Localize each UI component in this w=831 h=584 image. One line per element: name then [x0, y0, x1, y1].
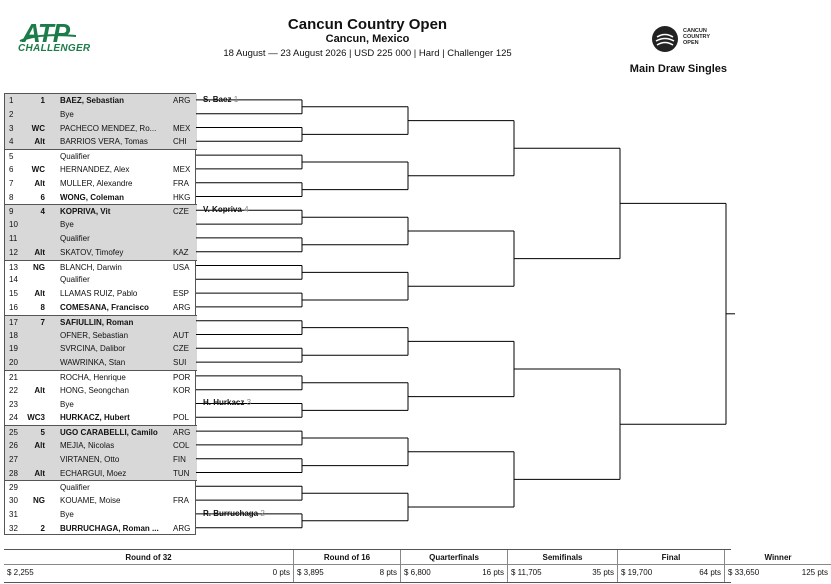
player-name: Qualifier — [60, 483, 90, 493]
seed-entry-tag: 4 — [40, 207, 45, 217]
seed-entry-tag: Alt — [34, 247, 45, 257]
seed-entry-tag: 1 — [40, 96, 45, 105]
seed-entry-tag: 8 — [40, 303, 45, 312]
draw-position: 31 — [9, 510, 18, 519]
draw-row — [5, 370, 197, 384]
draw-row — [5, 246, 197, 260]
seed-entry-tag: Alt — [34, 137, 45, 147]
draw-position: 2 — [9, 109, 14, 119]
draw-row — [5, 135, 197, 149]
draw-position: 21 — [9, 373, 18, 382]
player-name: Qualifier — [60, 275, 90, 285]
player-name: WAWRINKA, Stan — [60, 358, 126, 368]
draw-row — [5, 508, 197, 522]
advancing-player-seed: 4 — [244, 205, 249, 215]
prize-divider — [618, 564, 724, 565]
draw-position: 16 — [9, 303, 18, 312]
player-name: HERNANDEZ, Alex — [60, 165, 130, 174]
player-name: Bye — [60, 220, 74, 230]
advancing-player-name: H. Hurkacz — [203, 398, 245, 408]
draw-position: 7 — [9, 178, 14, 188]
draw-row — [5, 94, 197, 108]
player-name: ECHARGUI, Moez — [60, 468, 127, 478]
prize-column — [400, 550, 507, 582]
prize-divider — [725, 564, 831, 565]
ranking-points: 125 pts — [801, 568, 828, 577]
player-name: Qualifier — [60, 152, 90, 162]
seed-entry-tag: WC — [31, 165, 45, 174]
player-name: UGO CARABELLI, Camilo — [60, 428, 158, 438]
player-country: USA — [173, 262, 190, 272]
tournament-logo-icon — [652, 26, 678, 52]
draw-row — [5, 522, 197, 536]
draw-row — [5, 204, 197, 218]
player-name: SKATOV, Timofey — [60, 247, 124, 257]
draw-position: 14 — [9, 275, 18, 285]
player-country: MEX — [173, 123, 191, 133]
seed-entry-tag: Alt — [34, 441, 45, 450]
prize-money: $ 6,800 — [404, 568, 431, 577]
round-name: Semifinals — [542, 553, 583, 562]
draw-position: 12 — [9, 247, 18, 257]
tournament-location: Cancun, Mexico — [325, 33, 410, 45]
tournament-logo-text: CANCUN COUNTRY OPEN — [683, 28, 710, 46]
draw-position: 24 — [9, 413, 18, 423]
draw-position: 23 — [9, 399, 18, 409]
draw-row — [5, 480, 197, 494]
player-name: OFNER, Sebastian — [60, 330, 129, 340]
advancing-player — [203, 95, 238, 104]
player-country: CZE — [173, 207, 189, 217]
draw-position: 28 — [9, 468, 18, 478]
draw-position: 15 — [9, 289, 18, 299]
draw-row — [5, 108, 197, 122]
player-country: KAZ — [173, 247, 189, 257]
draw-position: 1 — [9, 96, 14, 105]
draw-row — [5, 494, 197, 508]
round-name: Round of 16 — [323, 553, 371, 562]
draw-row — [5, 411, 197, 425]
player-country: MEX — [173, 165, 191, 174]
player-country: TUN — [173, 468, 190, 478]
draw-name: Main Draw Singles — [629, 63, 727, 75]
draw-position: 19 — [9, 344, 18, 354]
draw-position: 8 — [9, 192, 14, 202]
seed-entry-tag: 2 — [40, 523, 45, 533]
draw-position: 26 — [9, 441, 18, 450]
player-country: COL — [173, 441, 190, 450]
advancing-player-seed: 2 — [260, 508, 265, 518]
player-country: SUI — [173, 358, 187, 368]
prize-divider — [4, 564, 293, 565]
player-name: MULLER, Alexandre — [60, 178, 133, 188]
prize-column — [507, 550, 617, 582]
seed-entry-tag: 5 — [40, 428, 45, 438]
seed-entry-tag: Alt — [34, 289, 45, 299]
prize-column — [4, 550, 293, 582]
player-name: SVRCINA, Dalibor — [60, 344, 126, 354]
ranking-points: 16 pts — [482, 568, 504, 577]
player-country: ARG — [173, 523, 191, 533]
player-name: HURKACZ, Hubert — [60, 413, 130, 423]
draw-position: 6 — [9, 165, 14, 174]
draw-position: 5 — [9, 152, 14, 162]
draw-row — [5, 467, 197, 481]
player-country: FRA — [173, 496, 189, 506]
draw-position: 30 — [9, 496, 18, 506]
draw-row — [5, 273, 197, 287]
prize-column — [293, 550, 400, 582]
player-country: ARG — [173, 428, 191, 438]
player-name: BAEZ, Sebastian — [60, 96, 125, 105]
round-name: Quarterfinals — [429, 553, 479, 562]
seed-entry-tag: Alt — [34, 468, 45, 478]
prize-column — [724, 550, 831, 582]
player-name: SAFIULLIN, Roman — [60, 317, 134, 327]
draw-row — [5, 453, 197, 467]
player-country: CHI — [173, 137, 187, 147]
advancing-player-seed: 3 — [246, 398, 252, 408]
advancing-player-name: S. Baez — [203, 94, 232, 104]
player-name: LLAMAS RUIZ, Pablo — [60, 289, 138, 299]
player-country: KOR — [173, 385, 191, 395]
player-name: COMESANA, Francisco — [60, 303, 149, 312]
player-name: BLANCH, Darwin — [60, 262, 122, 272]
player-name: WONG, Coleman — [60, 192, 125, 202]
round-name: Final — [661, 553, 681, 562]
player-name: PACHECO MENDEZ, Ro... — [60, 123, 157, 133]
player-name: ROCHA, Henrique — [60, 373, 126, 382]
seed-entry-tag: Alt — [34, 385, 45, 395]
advancing-player-seed: 1 — [233, 94, 239, 104]
draw-position: 10 — [9, 220, 18, 230]
seed-entry-tag: 7 — [40, 317, 45, 327]
draw-position: 22 — [9, 385, 18, 395]
player-name: HONG, Seongchan — [60, 385, 129, 395]
prize-divider — [401, 564, 507, 565]
advancing-player — [203, 205, 249, 214]
draw-position: 4 — [9, 137, 14, 147]
draw-position: 18 — [9, 330, 18, 340]
challenger-logo-text: CHALLENGER — [18, 43, 91, 54]
player-country: FIN — [173, 454, 186, 464]
player-name: KOPRIVA, Vit — [60, 207, 111, 217]
advancing-player-name: R. Burruchaga — [203, 508, 259, 518]
round-name: Winner — [764, 553, 792, 562]
draw-row — [5, 329, 197, 343]
draw-row — [5, 149, 197, 163]
draw-position: 9 — [9, 207, 14, 217]
seed-entry-tag: Alt — [34, 178, 45, 188]
draw-row — [5, 398, 197, 412]
player-name: Qualifier — [60, 234, 90, 243]
draw-position: 13 — [9, 262, 18, 272]
atp-logo: ATP — [22, 18, 70, 48]
player-name: VIRTANEN, Otto — [60, 454, 120, 464]
prize-money: $ 19,700 — [621, 568, 653, 577]
prize-money: $ 2,255 — [7, 568, 34, 577]
draw-row — [5, 163, 197, 177]
prize-money: $ 11,705 — [511, 568, 542, 577]
prize-money-table — [4, 549, 828, 583]
player-name: Bye — [60, 109, 74, 119]
ranking-points: 0 pts — [272, 568, 290, 577]
prize-divider — [508, 564, 617, 565]
draw-row — [5, 439, 197, 453]
round-name: Round of 32 — [125, 553, 172, 562]
draw-position: 3 — [9, 123, 14, 133]
prize-money: $ 3,895 — [297, 568, 324, 577]
seed-entry-tag: NG — [33, 262, 45, 272]
advancing-player — [203, 509, 265, 518]
draw-row — [5, 356, 197, 370]
prize-money: $ 33,650 — [728, 568, 760, 577]
prize-column — [617, 550, 724, 582]
draw-position: 32 — [9, 523, 18, 533]
draw-position: 29 — [9, 483, 18, 493]
seed-entry-tag: 6 — [40, 192, 45, 202]
tournament-info: 18 August — 23 August 2026 | USD 225 000 | Hard | Challenger 125 — [223, 48, 512, 59]
player-country: ARG — [173, 303, 191, 312]
player-country: POL — [173, 413, 190, 423]
ranking-points: 35 pts — [592, 568, 614, 577]
player-name: BARRIOS VERA, Tomas — [60, 137, 148, 147]
draw-position: 20 — [9, 358, 18, 368]
ranking-points: 8 pts — [379, 568, 397, 577]
draw-row — [5, 425, 197, 439]
draw-row — [5, 287, 197, 301]
advancing-player — [203, 398, 251, 407]
bracket-lines — [196, 93, 735, 535]
ranking-points: 64 pts — [699, 568, 721, 577]
tournament-title: Cancun Country Open — [287, 16, 448, 33]
player-name: BURRUCHAGA, Roman ... — [60, 523, 159, 533]
player-name: MEJIA, Nicolas — [60, 441, 115, 450]
draw-row — [5, 232, 197, 246]
seed-entry-tag: WC3 — [27, 413, 45, 423]
draw-position: 11 — [9, 234, 18, 243]
draw-position: 27 — [9, 454, 18, 464]
prize-divider — [294, 564, 400, 565]
draw-row — [5, 342, 197, 356]
draw-position: 25 — [9, 428, 18, 438]
player-country: CZE — [173, 344, 189, 354]
player-country: FRA — [173, 178, 189, 188]
player-country: HKG — [173, 192, 191, 202]
draw-row — [5, 384, 197, 398]
draw-row — [5, 122, 197, 136]
player-name: KOUAME, Moise — [60, 496, 121, 506]
draw-row — [5, 218, 197, 232]
draw-position: 17 — [9, 317, 18, 327]
advancing-player-name: V. Kopriva — [203, 205, 242, 215]
draw-table — [4, 93, 196, 535]
player-country: ARG — [173, 96, 191, 105]
player-name: Bye — [60, 510, 74, 519]
seed-entry-tag: WC — [31, 123, 45, 133]
draw-row — [5, 260, 197, 274]
draw-row — [5, 177, 197, 191]
draw-row — [5, 301, 197, 315]
player-country: AUT — [173, 330, 189, 340]
player-name: Bye — [60, 399, 74, 409]
player-country: POR — [173, 373, 191, 382]
draw-row — [5, 191, 197, 205]
player-country: ESP — [173, 289, 190, 299]
draw-row — [5, 315, 197, 329]
seed-entry-tag: NG — [33, 496, 45, 506]
